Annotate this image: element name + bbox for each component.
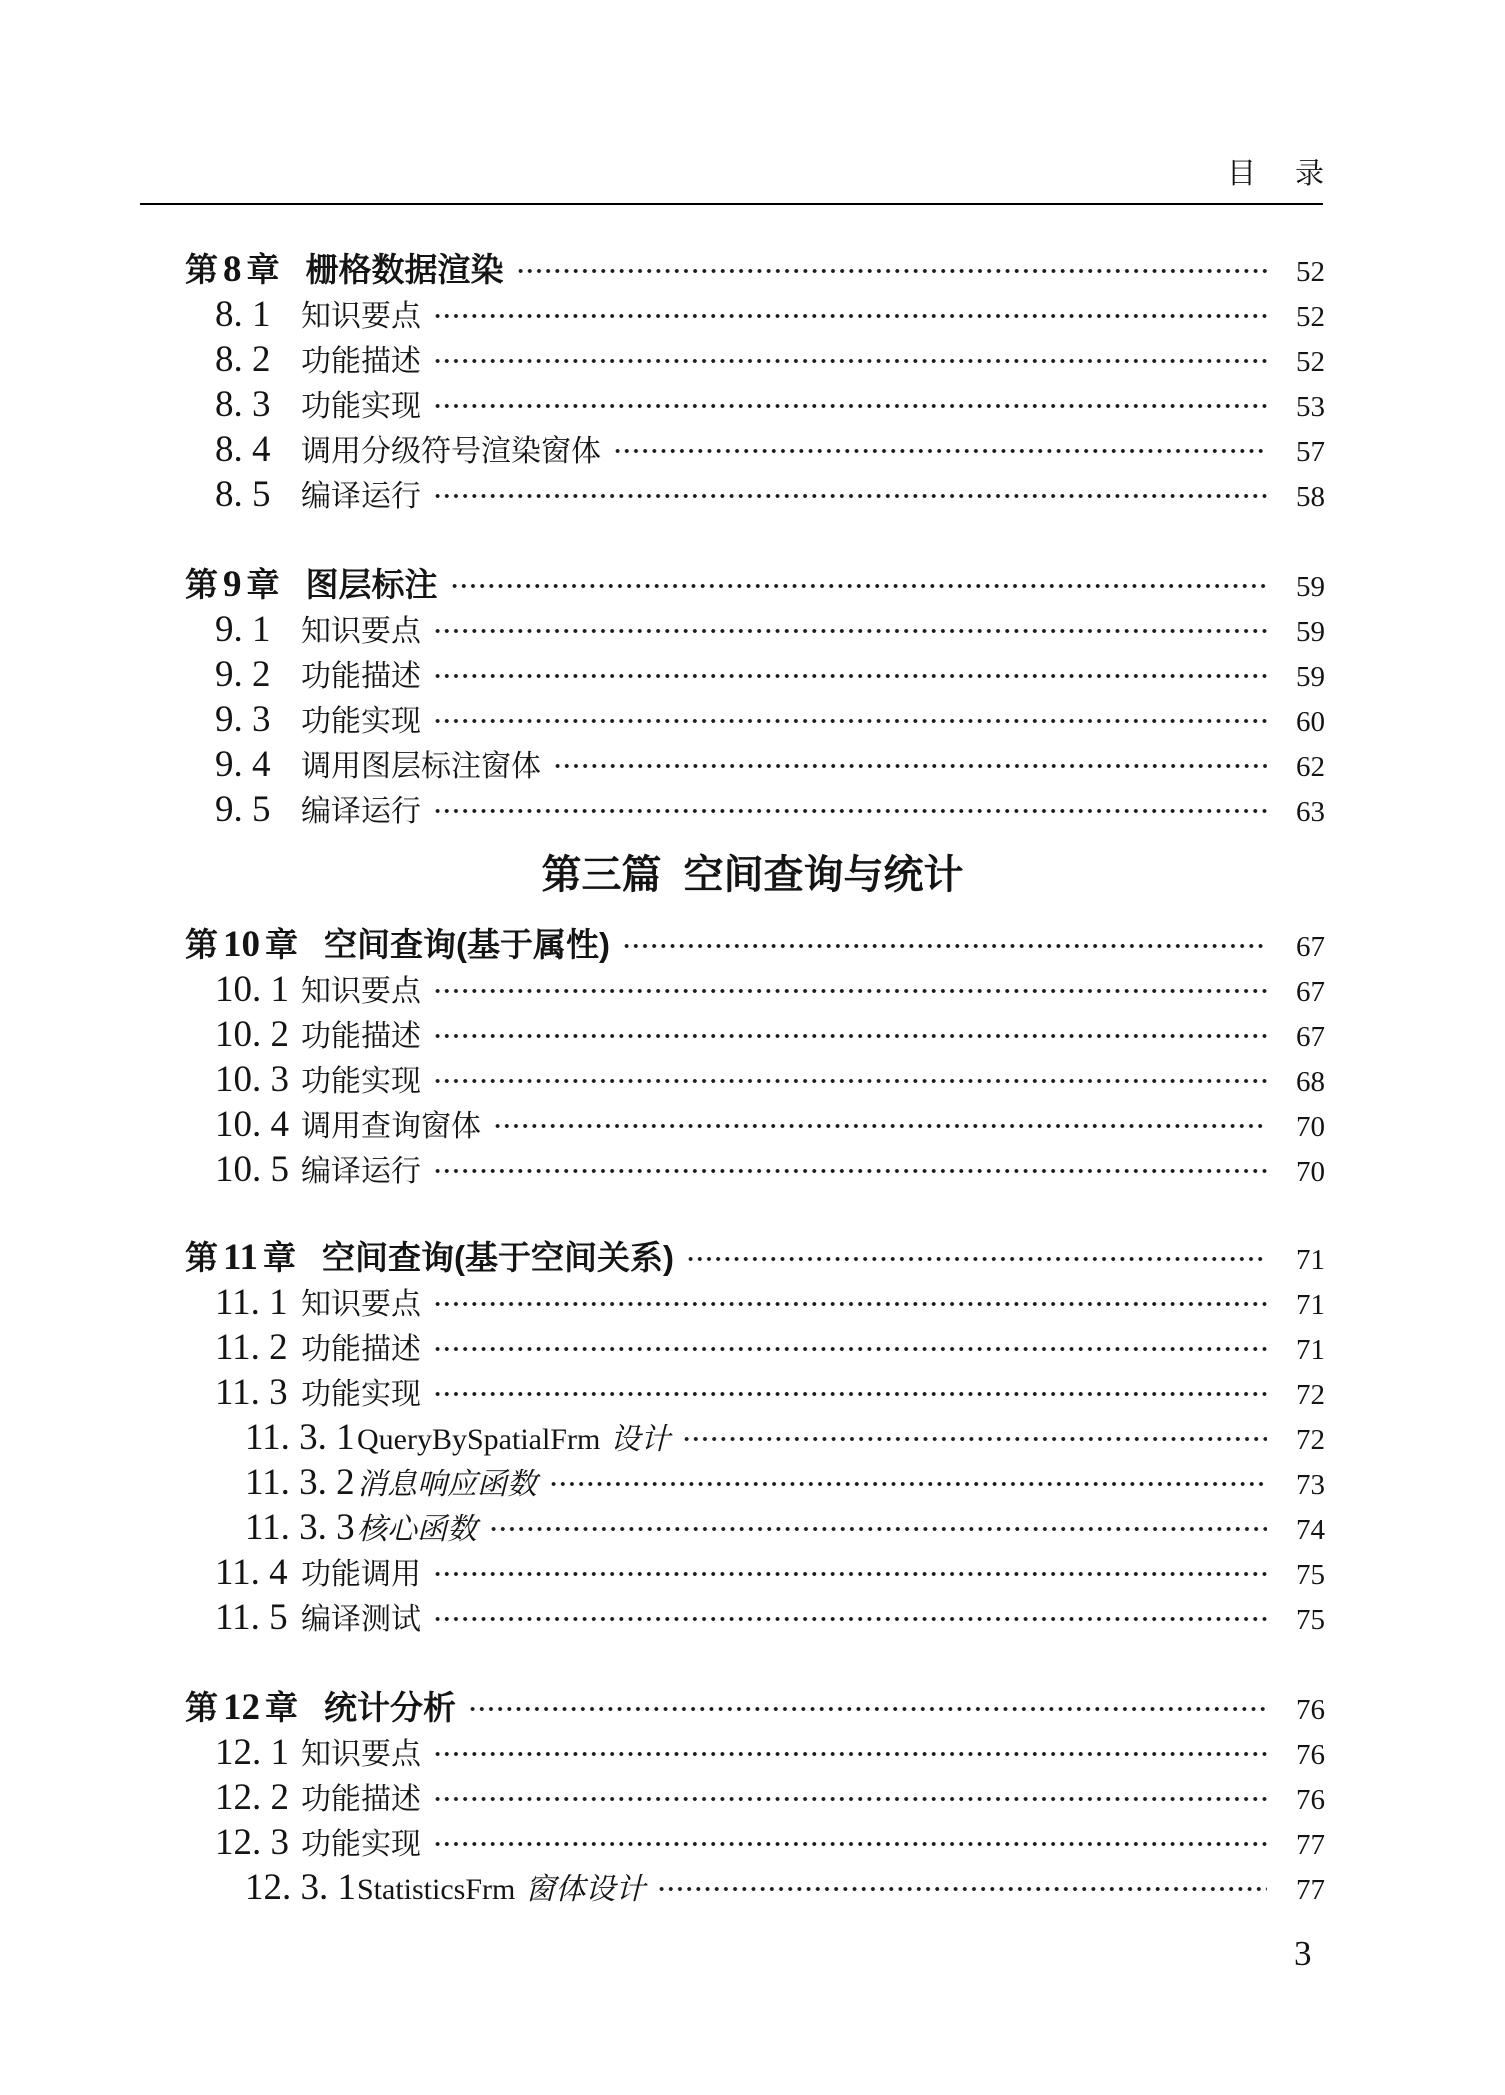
dot-leader (553, 751, 1267, 781)
section-title: 功能描述 (301, 345, 421, 378)
dot-leader (433, 1784, 1267, 1814)
page-number: 76 (1296, 1784, 1325, 1816)
chapter-number: 8 (223, 249, 242, 290)
dot-leader (613, 436, 1267, 466)
section-title: 功能实现 (301, 1065, 421, 1098)
section-title: 功能描述 (301, 1333, 421, 1366)
toc-entry-11-1 (215, 1282, 1325, 1323)
page-number: 70 (1296, 1111, 1325, 1143)
dot-leader (433, 706, 1267, 736)
dot-leader (433, 1829, 1267, 1859)
section-title: 功能实现 (301, 1828, 421, 1861)
chapter-title: 栅格数据渲染 (305, 251, 504, 288)
chapter-title: 图层标注 (305, 566, 438, 603)
chapter-label-prefix: 第 (185, 926, 218, 963)
section-title: 功能实现 (301, 390, 421, 423)
section-number: 9. 2 (215, 654, 271, 695)
page-number: 59 (1296, 616, 1325, 648)
section-title: 功能实现 (301, 1378, 421, 1411)
chapter-label-prefix: 第 (185, 1689, 218, 1726)
part-title-text: 空间查询与统计 (683, 853, 964, 897)
toc-entry-ch10 (185, 924, 1325, 965)
dot-leader (433, 661, 1267, 691)
subsection-number: 12. 3. 1 (245, 1867, 356, 1908)
dot-leader (657, 1874, 1267, 1904)
toc-entry-12-1 (215, 1732, 1325, 1773)
toc-entry-ch8 (185, 249, 1325, 290)
toc-entry-11-3-1 (245, 1417, 1325, 1458)
toc-entry-ch11 (185, 1237, 1325, 1278)
toc-entry-8-1 (215, 294, 1325, 335)
toc-entry-10-1 (215, 969, 1325, 1010)
subsection-code-name: QueryBySpatialFrm (357, 1423, 601, 1456)
subsection-code-name: StatisticsFrm (357, 1873, 516, 1906)
toc-entry-10-2 (215, 1014, 1325, 1055)
chapter-label-prefix: 第 (185, 251, 218, 288)
section-title: 编译运行 (301, 1155, 421, 1188)
header-rule (140, 203, 1323, 205)
chapter-label-prefix: 第 (185, 1239, 218, 1276)
section-number: 8. 2 (215, 339, 271, 380)
section-title: 知识要点 (301, 1738, 421, 1771)
toc-entry-11-2 (215, 1327, 1325, 1368)
page-number: 52 (1296, 256, 1325, 288)
chapter-label-suffix: 章 (265, 1689, 298, 1726)
dot-leader (493, 1111, 1267, 1141)
toc-entry-8-2 (215, 339, 1325, 380)
dot-leader (433, 1156, 1267, 1186)
section-number: 9. 4 (215, 744, 271, 785)
toc-entry-11-3 (215, 1372, 1325, 1413)
toc-entry-9-4 (215, 744, 1325, 785)
dot-leader (433, 1604, 1267, 1634)
section-number: 12. 2 (215, 1777, 289, 1818)
page-number: 52 (1296, 301, 1325, 333)
subsection-title: 核心函数 (357, 1513, 477, 1546)
toc-entry-8-5 (215, 474, 1325, 515)
section-number: 12. 1 (215, 1732, 289, 1773)
section-number: 11. 5 (215, 1597, 288, 1638)
toc-entry-8-3 (215, 384, 1325, 425)
page-number: 73 (1296, 1469, 1325, 1501)
dot-leader (686, 1244, 1267, 1274)
chapter-title: 统计分析 (324, 1689, 456, 1726)
chapter-label-suffix: 章 (262, 1239, 296, 1276)
page-number: 71 (1296, 1244, 1325, 1276)
section-title: 调用查询窗体 (301, 1110, 481, 1143)
section-number: 8. 1 (215, 294, 271, 335)
subsection-title: 消息响应函数 (357, 1468, 537, 1501)
toc-entry-12-2 (215, 1777, 1325, 1818)
section-number: 11. 1 (215, 1282, 288, 1323)
toc-entry-11-3-2 (245, 1462, 1325, 1503)
part-title (160, 852, 1345, 898)
page-number: 67 (1296, 976, 1325, 1008)
dot-leader (468, 1694, 1267, 1724)
toc-entry-10-4 (215, 1104, 1325, 1145)
page-number: 62 (1296, 751, 1325, 783)
section-number: 10. 3 (215, 1059, 289, 1100)
section-title: 功能实现 (301, 705, 421, 738)
page-number: 76 (1296, 1694, 1325, 1726)
subsection-number: 11. 3. 2 (245, 1462, 355, 1503)
dot-leader (549, 1469, 1267, 1499)
page-number: 72 (1296, 1379, 1325, 1411)
page-number: 58 (1296, 481, 1325, 513)
page-number: 63 (1296, 796, 1325, 828)
chapter-number: 9 (223, 564, 242, 605)
folio-page-number: 3 (1294, 1934, 1312, 1973)
subsection-number: 11. 3. 3 (245, 1507, 355, 1548)
section-title: 功能描述 (301, 660, 421, 693)
dot-leader (682, 1424, 1267, 1454)
page-number: 52 (1296, 346, 1325, 378)
section-number: 10. 2 (215, 1014, 289, 1055)
toc-entry-8-4 (215, 429, 1325, 470)
toc-entry-12-3 (215, 1822, 1325, 1863)
dot-leader (489, 1514, 1267, 1544)
section-number: 9. 1 (215, 609, 271, 650)
toc-entry-11-3-3 (245, 1507, 1325, 1548)
dot-leader (433, 796, 1267, 826)
section-title: 调用图层标注窗体 (301, 750, 541, 783)
section-number: 12. 3 (215, 1822, 289, 1863)
page-number: 70 (1296, 1156, 1325, 1188)
section-number: 9. 5 (215, 789, 271, 830)
chapter-label-prefix: 第 (185, 566, 218, 603)
chapter-title: 空间查询(基于空间关系) (321, 1239, 674, 1276)
chapter-number: 10 (223, 924, 260, 965)
page-number: 59 (1296, 661, 1325, 693)
section-title: 调用分级符号渲染窗体 (301, 435, 601, 468)
dot-leader (433, 346, 1267, 376)
page-number: 74 (1296, 1514, 1325, 1546)
page-number: 59 (1296, 571, 1325, 603)
section-number: 11. 3 (215, 1372, 288, 1413)
dot-leader (433, 1334, 1267, 1364)
section-title: 知识要点 (301, 300, 421, 333)
dot-leader (622, 931, 1267, 961)
subsection-title: 窗体设计 (525, 1873, 646, 1906)
section-number: 11. 4 (215, 1552, 288, 1593)
dot-leader (433, 301, 1267, 331)
page-number: 76 (1296, 1739, 1325, 1771)
section-number: 10. 4 (215, 1104, 289, 1145)
dot-leader (450, 571, 1268, 601)
toc-entry-9-3 (215, 699, 1325, 740)
section-title: 功能调用 (301, 1558, 421, 1591)
page-header-title: 目 录 (1226, 158, 1329, 190)
toc-entry-ch9 (185, 564, 1325, 605)
dot-leader (433, 1066, 1267, 1096)
chapter-title: 空间查询(基于属性) (324, 926, 610, 963)
toc-entry-9-1 (215, 609, 1325, 650)
section-number: 10. 1 (215, 969, 289, 1010)
dot-leader (433, 1021, 1267, 1051)
section-title: 功能描述 (301, 1783, 421, 1816)
subsection-number: 11. 3. 1 (245, 1417, 355, 1458)
section-number: 11. 2 (215, 1327, 288, 1368)
dot-leader (433, 1739, 1267, 1769)
page-number: 67 (1296, 931, 1325, 963)
section-title: 知识要点 (301, 975, 421, 1008)
toc-entry-9-5 (215, 789, 1325, 830)
toc-entry-11-5 (215, 1597, 1325, 1638)
page-number: 60 (1296, 706, 1325, 738)
page-number: 57 (1296, 436, 1325, 468)
chapter-number: 11 (223, 1237, 258, 1278)
dot-leader (433, 391, 1267, 421)
page-number: 77 (1296, 1829, 1325, 1861)
dot-leader (433, 1289, 1267, 1319)
page-number: 71 (1296, 1334, 1325, 1366)
dot-leader (516, 256, 1268, 286)
page-number: 77 (1296, 1874, 1325, 1906)
dot-leader (433, 976, 1267, 1006)
page-number: 75 (1296, 1559, 1325, 1591)
section-number: 8. 4 (215, 429, 271, 470)
page-number: 71 (1296, 1289, 1325, 1321)
section-number: 9. 3 (215, 699, 271, 740)
section-title: 编译运行 (301, 480, 421, 513)
part-label: 第三篇 (541, 853, 662, 897)
section-title: 知识要点 (301, 615, 421, 648)
toc-entry-9-2 (215, 654, 1325, 695)
section-title: 功能描述 (301, 1020, 421, 1053)
section-number: 8. 3 (215, 384, 271, 425)
toc-entry-10-3 (215, 1059, 1325, 1100)
toc-entry-10-5 (215, 1149, 1325, 1190)
chapter-label-suffix: 章 (246, 251, 280, 288)
dot-leader (433, 1379, 1267, 1409)
page-number: 53 (1296, 391, 1325, 423)
section-number: 10. 5 (215, 1149, 289, 1190)
toc-entry-12-3-1 (245, 1867, 1325, 1908)
section-title: 知识要点 (301, 1288, 421, 1321)
toc-entry-ch12 (185, 1687, 1325, 1728)
dot-leader (433, 616, 1267, 646)
section-title: 编译测试 (301, 1603, 421, 1636)
chapter-label-suffix: 章 (246, 566, 280, 603)
subsection-title: 设计 (610, 1423, 671, 1456)
chapter-label-suffix: 章 (265, 926, 298, 963)
section-number: 8. 5 (215, 474, 271, 515)
page-number: 67 (1296, 1021, 1325, 1053)
dot-leader (433, 1559, 1267, 1589)
dot-leader (433, 481, 1267, 511)
page-number: 72 (1296, 1424, 1325, 1456)
chapter-number: 12 (223, 1687, 260, 1728)
page-number: 75 (1296, 1604, 1325, 1636)
section-title: 编译运行 (301, 795, 421, 828)
page-number: 68 (1296, 1066, 1325, 1098)
toc-entry-11-4 (215, 1552, 1325, 1593)
